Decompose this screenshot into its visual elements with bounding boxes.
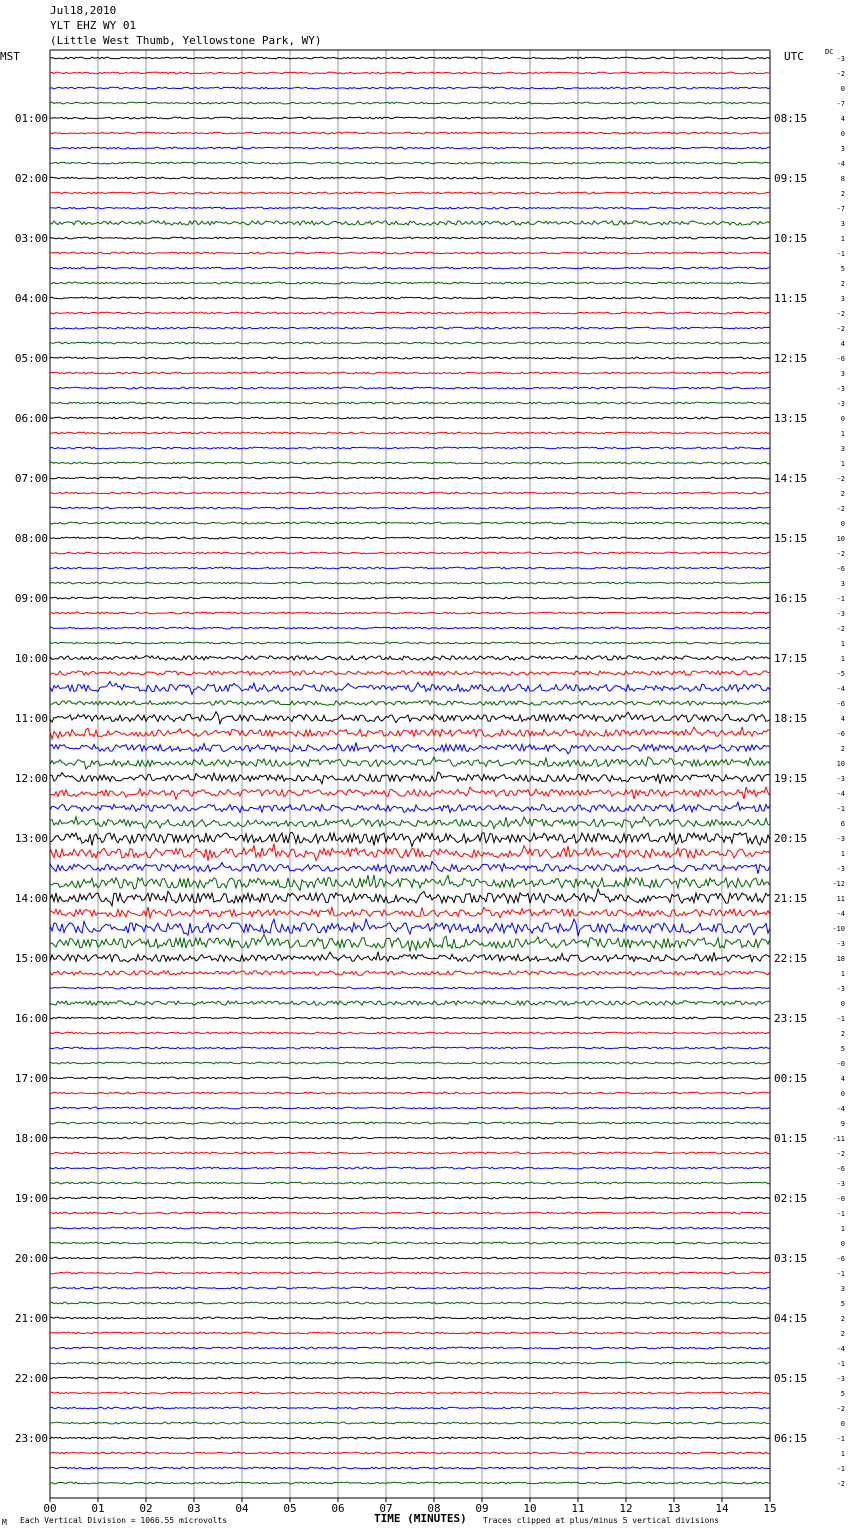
mst-hour-label: 19:00	[14, 1192, 48, 1205]
utc-hour-label: 14:15	[774, 472, 808, 485]
station-code: YLT EHZ WY 01	[50, 19, 137, 32]
utc-hour-label: 20:15	[774, 832, 808, 845]
utc-hour-label: 16:15	[774, 592, 808, 605]
trace-line	[50, 507, 770, 509]
dc-offset-label: -0	[836, 1195, 845, 1203]
dc-offset-label: -3	[836, 835, 845, 843]
dc-offset-label: 0	[840, 85, 845, 93]
trace-line	[50, 907, 770, 918]
utc-hour-label: 18:15	[774, 712, 808, 725]
dc-offset-label: -2	[836, 325, 845, 333]
trace-line	[50, 312, 770, 314]
mst-hour-labels	[15, 112, 48, 1445]
dc-offset-label: 0	[840, 1240, 845, 1248]
trace-line	[50, 1302, 770, 1304]
utc-hour-label: 05:15	[774, 1372, 808, 1385]
trace-line	[50, 844, 770, 861]
trace-line	[50, 701, 770, 705]
mst-hour-label: 20:00	[14, 1252, 48, 1265]
dc-offset-label: 5	[840, 1390, 845, 1398]
trace-line	[50, 1287, 770, 1289]
utc-hour-label: 17:15	[774, 652, 808, 665]
utc-hour-label: 12:15	[774, 352, 808, 365]
x-tick-label: 03	[187, 1502, 201, 1515]
dc-offset-label: 0	[840, 520, 845, 528]
x-tick-label: 00	[43, 1502, 57, 1515]
trace-line	[50, 682, 770, 695]
trace-line	[50, 297, 770, 299]
dc-offset-label: 1	[840, 1225, 845, 1233]
dc-offset-labels	[832, 55, 845, 1488]
trace-line	[50, 627, 770, 629]
trace-line	[50, 57, 770, 59]
dc-offset-label: 2	[840, 190, 845, 198]
dc-offset-label: 3	[840, 580, 845, 588]
trace-line	[50, 1242, 770, 1244]
trace-line	[50, 671, 770, 675]
dc-offset-label: -1	[836, 1360, 845, 1368]
dc-offset-label: 4	[840, 1075, 845, 1083]
dc-offset-label: 5	[840, 1300, 845, 1308]
trace-line	[50, 642, 770, 644]
utc-hour-label: 22:15	[774, 952, 808, 965]
trace-line	[50, 1137, 770, 1139]
utc-hour-label: 09:15	[774, 172, 808, 185]
trace-line	[50, 1212, 770, 1214]
utc-hour-label: 02:15	[774, 1192, 808, 1205]
dc-offset-label: 3	[840, 445, 845, 453]
trace-line	[50, 1377, 770, 1379]
utc-hour-label: 21:15	[774, 892, 808, 905]
dc-offset-label: -4	[836, 1105, 845, 1113]
dc-offset-label: -6	[836, 700, 845, 708]
trace-line	[50, 1482, 770, 1484]
dc-offset-label: -2	[836, 1150, 845, 1158]
trace-line	[50, 1032, 770, 1034]
dc-offset-label: 1	[840, 850, 845, 858]
x-tick-label: 04	[235, 1502, 249, 1515]
dc-offset-label: 6	[840, 820, 845, 828]
mst-hour-label: 14:00	[14, 892, 48, 905]
mst-hour-label: 01:00	[14, 112, 48, 125]
dc-offset-label: -11	[832, 1135, 845, 1143]
trace-line	[50, 462, 770, 464]
trace-line	[50, 1452, 770, 1454]
dc-offset-label: 3	[840, 1285, 845, 1293]
trace-line	[50, 832, 770, 846]
x-tick-label: 07	[379, 1502, 393, 1515]
dc-offset-label: 4	[840, 340, 845, 348]
trace-line	[50, 1317, 770, 1319]
dc-offset-label: -1	[836, 1465, 845, 1473]
dc-offset-label: -6	[836, 1255, 845, 1263]
dc-offset-label: -5	[836, 670, 845, 678]
mst-hour-label: 08:00	[14, 532, 48, 545]
dc-offset-label: -7	[836, 205, 845, 213]
clip-note: Traces clipped at plus/minus 5 vertical divisions	[483, 1516, 720, 1525]
dc-offset-label: -1	[836, 805, 845, 813]
trace-line	[50, 1167, 770, 1169]
dc-offset-label: -2	[836, 550, 845, 558]
trace-line	[50, 387, 770, 389]
dc-offset-label: -3	[836, 610, 845, 618]
mst-hour-label: 03:00	[14, 232, 48, 245]
trace-line	[50, 372, 770, 374]
scale-note: Each Vertical Division = 1066.55 microvolts	[20, 1516, 228, 1525]
trace-line	[50, 192, 770, 194]
dc-offset-label: -6	[836, 730, 845, 738]
utc-hour-label: 00:15	[774, 1072, 808, 1085]
trace-line	[50, 1407, 770, 1409]
dc-offset-label: 3	[840, 370, 845, 378]
x-axis-title: TIME (MINUTES)	[374, 1512, 467, 1525]
dc-offset-label: -2	[836, 1480, 845, 1488]
utc-hour-label: 19:15	[774, 772, 808, 785]
dc-offset-label: 2	[840, 490, 845, 498]
trace-line	[50, 1092, 770, 1094]
x-tick-label: 11	[571, 1502, 585, 1515]
trace-line	[50, 817, 770, 829]
utc-hour-labels	[774, 112, 807, 1445]
dc-offset-label: 3	[840, 220, 845, 228]
dc-offset-label: -4	[836, 685, 845, 693]
trace-line	[50, 875, 770, 891]
dc-offset-label: 1	[840, 970, 845, 978]
trace-line	[50, 1467, 770, 1469]
x-tick-label: 10	[523, 1502, 537, 1515]
x-tick-label: 15	[763, 1502, 777, 1515]
dc-offset-label: -1	[836, 1270, 845, 1278]
trace-line	[50, 327, 770, 329]
trace-line	[50, 132, 770, 134]
dc-offset-label: 2	[840, 1030, 845, 1038]
x-tick-label: 05	[283, 1502, 297, 1515]
trace-line	[50, 742, 770, 754]
dc-offset-label: -7	[836, 100, 845, 108]
trace-line	[50, 987, 770, 989]
trace-line	[50, 1362, 770, 1364]
mst-hour-label: 21:00	[14, 1312, 48, 1325]
dc-offset-label: 1	[840, 430, 845, 438]
trace-line	[50, 237, 770, 239]
dc-offset-label: -3	[836, 1375, 845, 1383]
plot-date: Jul18,2010	[50, 4, 117, 17]
mst-hour-label: 23:00	[14, 1432, 48, 1445]
dc-offset-label: -3	[836, 1180, 845, 1188]
utc-hour-label: 13:15	[774, 412, 808, 425]
dc-offset-label: -2	[836, 475, 845, 483]
trace-line	[50, 889, 770, 906]
trace-line	[50, 537, 770, 539]
utc-hour-label: 01:15	[774, 1132, 808, 1145]
dc-offset-label: 0	[840, 130, 845, 138]
trace-line	[50, 582, 770, 584]
trace-line	[50, 207, 770, 209]
utc-hour-label: 11:15	[774, 292, 808, 305]
mst-hour-label: 13:00	[14, 832, 48, 845]
trace-line	[50, 971, 770, 975]
x-tick-label: 09	[475, 1502, 489, 1515]
trace-line	[50, 757, 770, 769]
dc-offset-label: 5	[840, 265, 845, 273]
dc-offset-label: -4	[836, 790, 845, 798]
dc-offset-label: 3	[840, 295, 845, 303]
trace-line	[50, 787, 770, 799]
trace-line	[50, 567, 770, 569]
trace-line	[50, 935, 770, 952]
trace-line	[50, 447, 770, 449]
dc-offset-label: -6	[836, 355, 845, 363]
trace-line	[50, 1332, 770, 1334]
mst-hour-label: 07:00	[14, 472, 48, 485]
mst-hour-label: 04:00	[14, 292, 48, 305]
dc-offset-label: -3	[836, 55, 845, 63]
trace-line	[50, 1152, 770, 1154]
trace-line	[50, 862, 770, 874]
dc-offset-label: -3	[836, 400, 845, 408]
grid-lines	[50, 50, 770, 1498]
mst-hour-label: 18:00	[14, 1132, 48, 1145]
trace-line	[50, 1077, 770, 1079]
trace-line	[50, 282, 770, 284]
dc-offset-label: -3	[836, 775, 845, 783]
trace-line	[50, 802, 770, 812]
corner-mark: M	[2, 1518, 7, 1527]
mst-hour-label: 02:00	[14, 172, 48, 185]
dc-offset-label: 18	[836, 955, 845, 963]
dc-offset-label: 11	[836, 895, 845, 903]
dc-offset-label: 1	[840, 235, 845, 243]
trace-line	[50, 919, 770, 936]
station-location: (Little West Thumb, Yellowstone Park, WY)	[50, 34, 322, 47]
dc-offset-label: 1	[840, 460, 845, 468]
utc-hour-label: 08:15	[774, 112, 808, 125]
dc-offset-label: 0	[840, 415, 845, 423]
dc-offset-label: 10	[836, 760, 845, 768]
trace-line	[50, 1107, 770, 1109]
dc-offset-label: -6	[836, 1165, 845, 1173]
dc-offset-label: -6	[836, 565, 845, 573]
trace-line	[50, 712, 770, 724]
trace-line	[50, 162, 770, 164]
trace-line	[50, 1062, 770, 1064]
trace-line	[50, 492, 770, 494]
trace-line	[50, 252, 770, 254]
dc-offset-label: 8	[840, 175, 845, 183]
mst-hour-label: 17:00	[14, 1072, 48, 1085]
utc-hour-label: 06:15	[774, 1432, 808, 1445]
utc-hour-label: 23:15	[774, 1012, 808, 1025]
dc-offset-label: 2	[840, 1330, 845, 1338]
trace-line	[50, 597, 770, 599]
trace-line	[50, 772, 770, 784]
trace-line	[50, 117, 770, 119]
trace-line	[50, 552, 770, 554]
dc-offset-label: 2	[840, 1315, 845, 1323]
trace-line	[50, 342, 770, 344]
trace-line	[50, 87, 770, 89]
trace-line	[50, 477, 770, 479]
trace-line	[50, 102, 770, 104]
dc-offset-label: 9	[840, 1120, 845, 1128]
dc-offset-label: -10	[832, 925, 845, 933]
dc-offset-label: -3	[836, 385, 845, 393]
dc-offset-label: -3	[836, 940, 845, 948]
trace-line	[50, 72, 770, 74]
mst-hour-label: 06:00	[14, 412, 48, 425]
dc-offset-label: 1	[840, 1450, 845, 1458]
dc-offset-label: -2	[836, 625, 845, 633]
dc-offset-label: -1	[836, 1210, 845, 1218]
utc-zone-label: UTC	[784, 50, 804, 63]
dc-offset-label: 4	[840, 715, 845, 723]
dc-offset-label: -4	[836, 1345, 845, 1353]
mst-hour-label: 09:00	[14, 592, 48, 605]
trace-line	[50, 1422, 770, 1424]
dc-offset-label: -4	[836, 910, 845, 918]
trace-line	[50, 1001, 770, 1005]
trace-line	[50, 177, 770, 179]
dc-offset-label: 4	[840, 115, 845, 123]
dc-offset-label: -1	[836, 1435, 845, 1443]
dc-header-label: DC	[825, 48, 834, 56]
mst-zone-label: MST	[0, 50, 20, 63]
x-tick-label: 13	[667, 1502, 681, 1515]
x-tick-label: 14	[715, 1502, 729, 1515]
trace-line	[50, 1392, 770, 1394]
trace-line	[50, 267, 770, 269]
trace-line	[50, 1047, 770, 1049]
x-tick-label: 12	[619, 1502, 633, 1515]
dc-offset-label: 0	[840, 1090, 845, 1098]
trace-line	[50, 1197, 770, 1199]
dc-offset-label: 1	[840, 655, 845, 663]
dc-offset-label: -0	[836, 1060, 845, 1068]
trace-line	[50, 1017, 770, 1019]
trace-line	[50, 221, 770, 225]
utc-hour-label: 04:15	[774, 1312, 808, 1325]
trace-line	[50, 1437, 770, 1439]
dc-offset-label: 3	[840, 145, 845, 153]
dc-offset-label: 10	[836, 535, 845, 543]
mst-hour-label: 15:00	[14, 952, 48, 965]
trace-line	[50, 402, 770, 404]
mst-hour-label: 22:00	[14, 1372, 48, 1385]
trace-line	[50, 952, 770, 962]
trace-line	[50, 417, 770, 419]
mst-hour-label: 10:00	[14, 652, 48, 665]
mst-hour-label: 11:00	[14, 712, 48, 725]
mst-hour-label: 05:00	[14, 352, 48, 365]
utc-hour-label: 03:15	[774, 1252, 808, 1265]
seismic-traces	[50, 57, 770, 1484]
mst-hour-label: 12:00	[14, 772, 48, 785]
utc-hour-label: 10:15	[774, 232, 808, 245]
trace-line	[50, 1122, 770, 1124]
trace-line	[50, 612, 770, 614]
trace-line	[50, 1182, 770, 1184]
x-tick-label: 08	[427, 1502, 441, 1515]
trace-line	[50, 147, 770, 149]
utc-hour-label: 15:15	[774, 532, 808, 545]
trace-line	[50, 357, 770, 359]
dc-offset-label: -2	[836, 505, 845, 513]
x-tick-label: 01	[91, 1502, 105, 1515]
trace-line	[50, 1227, 770, 1229]
dc-offset-label: -1	[836, 1015, 845, 1023]
trace-line	[50, 656, 770, 660]
dc-offset-label: -2	[836, 1405, 845, 1413]
trace-line	[50, 1272, 770, 1274]
dc-offset-label: -4	[836, 160, 845, 168]
x-tick-label: 06	[331, 1502, 345, 1515]
trace-line	[50, 1347, 770, 1349]
dc-offset-label: -2	[836, 70, 845, 78]
dc-offset-label: 2	[840, 745, 845, 753]
dc-offset-label: 2	[840, 280, 845, 288]
trace-line	[50, 1257, 770, 1259]
trace-line	[50, 522, 770, 524]
dc-offset-label: -1	[836, 595, 845, 603]
dc-offset-label: -1	[836, 250, 845, 258]
dc-offset-label: 0	[840, 1000, 845, 1008]
dc-offset-label: -3	[836, 865, 845, 873]
x-tick-label: 02	[139, 1502, 153, 1515]
dc-offset-label: 5	[840, 1045, 845, 1053]
trace-line	[50, 432, 770, 434]
mst-hour-label: 16:00	[14, 1012, 48, 1025]
dc-offset-label: -2	[836, 310, 845, 318]
dc-offset-label: 0	[840, 1420, 845, 1428]
dc-offset-label: -3	[836, 985, 845, 993]
dc-offset-label: -12	[832, 880, 845, 888]
trace-line	[50, 727, 770, 739]
dc-offset-label: 1	[840, 640, 845, 648]
